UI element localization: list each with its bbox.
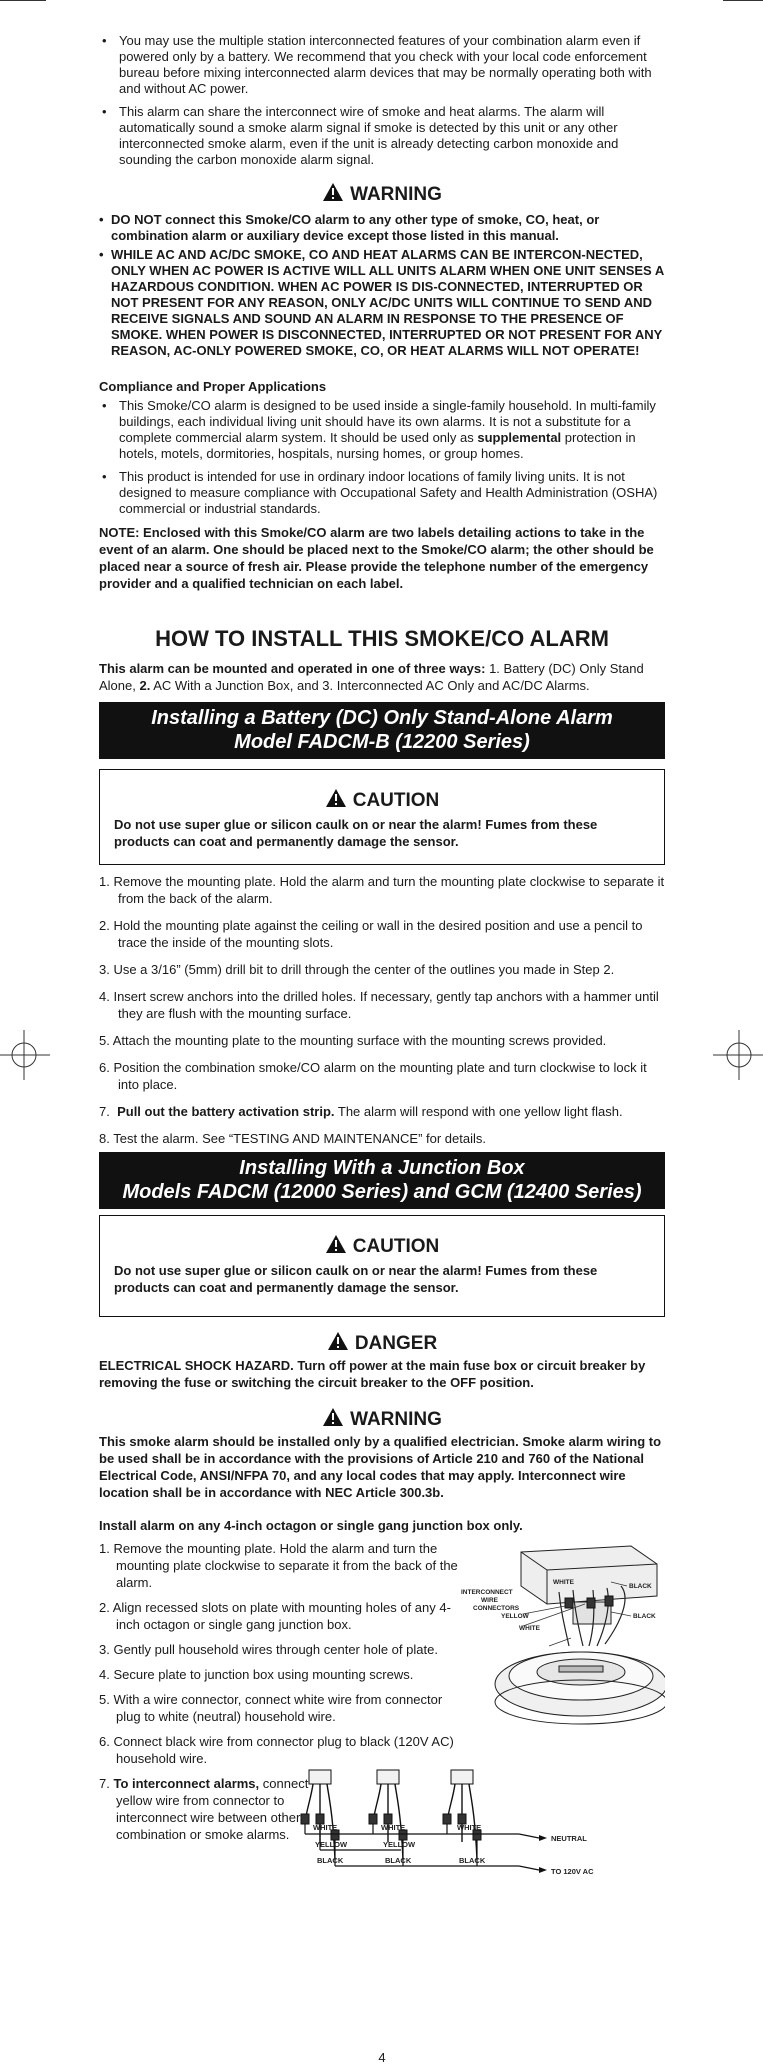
diagram-label-black-mid: BLACK: [633, 1613, 656, 1620]
compliance-bullets: [99, 398, 665, 517]
list-item: • This alarm can share the interconnect wire of smoke and heat alarms. The alarm will automatically sound a smoke alarm signal if smoke is detected by this unit or any other interconnected smoke alarm, even if the unit is already detecting carbon monoxide and sounding the carbon monoxide alarm signal.: [99, 104, 665, 168]
warning-heading: WARNING: [99, 182, 665, 206]
caution-box: [99, 769, 665, 865]
page-number: 4: [378, 2050, 386, 2065]
caution-box: [99, 1215, 665, 1317]
diagram-label-yellow: YELLOW: [383, 1840, 416, 1849]
warning-triangle-icon: [325, 788, 347, 808]
list-item: 5. With a wire connector, connect white wire from connector plug to white (neutral) household wire.: [99, 1692, 443, 1724]
list-item: 7. Pull out the battery activation strip. The alarm will respond with one yellow light flash.: [99, 1104, 623, 1119]
diagram-label-black: BLACK: [385, 1856, 412, 1865]
install-note: Install alarm on any 4-inch octagon or single gang junction box only.: [99, 1518, 523, 1533]
list-item: 8. Test the alarm. See “TESTING AND MAINTENANCE” for details.: [99, 1131, 486, 1146]
warning-triangle-icon: [327, 1331, 349, 1351]
warning-heading: WARNING: [99, 1407, 665, 1431]
list-item: 4. Secure plate to junction box using mounting screws.: [99, 1667, 414, 1682]
battery-section-banner: Installing a Battery (DC) Only Stand-Alone Alarm Model FADCM-B (12200 Series): [99, 702, 665, 759]
diagram-label-white-bottom: WHITE: [519, 1625, 540, 1632]
diagram-label-yellow: YELLOW: [501, 1613, 529, 1620]
crop-mark-top-right: [713, 0, 763, 10]
diagram-label-interconnect: INTERCONNECT: [461, 1589, 513, 1596]
list-item: • This product is intended for use in ordinary indoor locations of family living units. It is not designed to measure compliance with Occupational Safety and Health Administration (OSHA) commercial or industrial standards.: [99, 469, 665, 517]
warning-text: This smoke alarm should be installed only by a qualified electrician. Smoke alarm wiring to be used shall be in accordance with the provisions of Article 210 and 760 of the National Electrical Code, ANSI/NFPA 70, and any local codes that may apply. Interconnect wire location shall be in accordance with NEC Article 300.3b.: [99, 1434, 662, 1500]
battery-steps: [99, 873, 665, 1147]
diagram-label-white: WHITE: [381, 1823, 406, 1832]
warning-triangle-icon: [322, 182, 344, 202]
diagram-label-white-top: WHITE: [553, 1579, 574, 1586]
diagram-label-120v: TO 120V AC: [551, 1867, 594, 1876]
install-heading: HOW TO INSTALL THIS SMOKE/CO ALARM: [155, 626, 609, 651]
diagram-label-black: BLACK: [459, 1856, 486, 1865]
diagram-label-wire: WIRE: [481, 1597, 498, 1604]
list-item: 3. Use a 3/16” (5mm) drill bit to drill through the center of the outlines you made in Step 2.: [99, 962, 615, 977]
warning-bullets: [99, 212, 665, 359]
caution-text: Do not use super glue or silicon caulk on or near the alarm! Fumes from these products can coat and permanently damage the sensor.: [114, 817, 598, 849]
diagram-label-black-top: BLACK: [629, 1583, 652, 1590]
compliance-heading: Compliance and Proper Applications: [99, 379, 327, 394]
junction-box-diagram: [461, 1542, 665, 1752]
caution-heading: CAUTION: [114, 788, 650, 812]
list-item: 6. Connect black wire from connector plug to black (120V AC) household wire.: [99, 1734, 454, 1766]
junction-install-section: [99, 1540, 665, 1876]
warning-triangle-icon: [325, 1234, 347, 1254]
list-item: 1. Remove the mounting plate. Hold the alarm and turn the mounting plate clockwise to separate it from the back of the alarm.: [99, 874, 665, 906]
list-item: • You may use the multiple station interconnected features of your combination alarm even if powered only by a battery. We recommend that you check with your local code enforcement bureau before mixing interconnected alarm devices that may be normally operating both with and without AC power.: [99, 33, 665, 97]
crop-mark-top-left: [0, 0, 60, 10]
diagram-label-yellow: YELLOW: [315, 1840, 348, 1849]
list-item: 3. Gently pull household wires through center hole of plate.: [99, 1642, 438, 1657]
intro-bullets: [99, 33, 665, 168]
install-intro: This alarm can be mounted and operated in one of three ways: 1. Battery (DC) Only Stand Alone, 2. AC With a Junction Box, and 3. Interconnected AC Only and AC/DC Alarms.: [99, 661, 644, 693]
caution-heading: CAUTION: [114, 1234, 650, 1258]
diagram-label-black: BLACK: [317, 1856, 344, 1865]
diagram-label-neutral: NEUTRAL: [551, 1834, 587, 1843]
list-item: 2. Align recessed slots on plate with mounting holes of any 4-inch octagon or single gang junction box.: [99, 1600, 451, 1632]
registration-mark-right: [713, 1030, 763, 1080]
danger-text: ELECTRICAL SHOCK HAZARD. Turn off power at the main fuse box or circuit breaker by removing the fuse or switching the circuit breaker to the OFF position.: [99, 1358, 646, 1390]
diagram-label-connectors: CONNECTORS: [473, 1605, 520, 1612]
list-item: 1. Remove the mounting plate. Hold the alarm and turn the mounting plate clockwise to separate it from the back of the alarm.: [99, 1541, 458, 1590]
list-item: 2. Hold the mounting plate against the ceiling or wall in the desired position and use a pencil to trace the inside of the mounting slots.: [99, 918, 643, 950]
caution-text: Do not use super glue or silicon caulk on or near the alarm! Fumes from these products can coat and permanently damage the sensor.: [114, 1263, 598, 1295]
list-item: • This Smoke/CO alarm is designed to be used inside a single-family household. In multi-family buildings, each individual living unit should have its own alarms. It is not a substitute for a complete commercial alarm system. It should be used only as supplemental protection in hotels, motels, dormitories, hospitals, nursing homes, or group homes.: [99, 398, 665, 462]
warning-triangle-icon: [322, 1407, 344, 1427]
list-item: 6. Position the combination smoke/CO alarm on the mounting plate and turn clockwise to lock it into place.: [99, 1060, 647, 1092]
list-item: 4. Insert screw anchors into the drilled holes. If necessary, gently tap anchors with a hammer until they are flush with the mounting surface.: [99, 989, 659, 1021]
junction-section-banner: Installing With a Junction Box Models FADCM (12000 Series) and GCM (12400 Series): [99, 1152, 665, 1209]
registration-mark-left: [0, 1030, 50, 1080]
note-paragraph: NOTE: Enclosed with this Smoke/CO alarm are two labels detailing actions to take in the event of an alarm. One should be placed next to the Smoke/CO alarm; the other should be placed near a source of fresh air. Please provide the telephone number of the emergency provider and a qualified technician on each label.: [99, 525, 654, 591]
list-item: • DO NOT connect this Smoke/CO alarm to any other type of smoke, CO, heat, or combination alarm or auxiliary device except those listed in this manual.: [99, 212, 665, 244]
manual-page: [99, 0, 665, 1876]
list-item: • WHILE AC AND AC/DC SMOKE, CO AND HEAT ALARMS CAN BE INTERCON-NECTED, ONLY WHEN AC POWER IS ACTIVE WILL ALL UNITS ALARM WHEN ONE UNIT SENSES A HAZARDOUS CONDITION. WHEN AC POWER IS DIS-CONNECTED, INTERRUPTED OR NOT PRESENT FOR ANY REASON, ONLY AC/DC UNITS WILL CONTINUE TO SEND AND RECEIVE SIGNALS AND SOUND AN ALARM IN RESPONSE TO THE PRESENCE OF SMOKE. WHEN POWER IS DISCONNECTED, INTERRUPTED OR NOT PRESENT FOR ANY REASON, AC-ONLY POWERED SMOKE, CO, OR HEAT ALARMS WILL NOT OPERATE!: [99, 247, 665, 359]
list-item: 7. To interconnect alarms, connect yellow wire from connector to interconnect wire between other combination or smoke alarms.: [99, 1776, 309, 1842]
interconnect-wiring-diagram: [289, 1768, 665, 1884]
diagram-label-white: WHITE: [313, 1823, 338, 1832]
list-item: 5. Attach the mounting plate to the mounting surface with the mounting screws provided.: [99, 1033, 607, 1048]
diagram-label-white: WHITE: [457, 1823, 482, 1832]
danger-heading: DANGER: [99, 1331, 665, 1355]
